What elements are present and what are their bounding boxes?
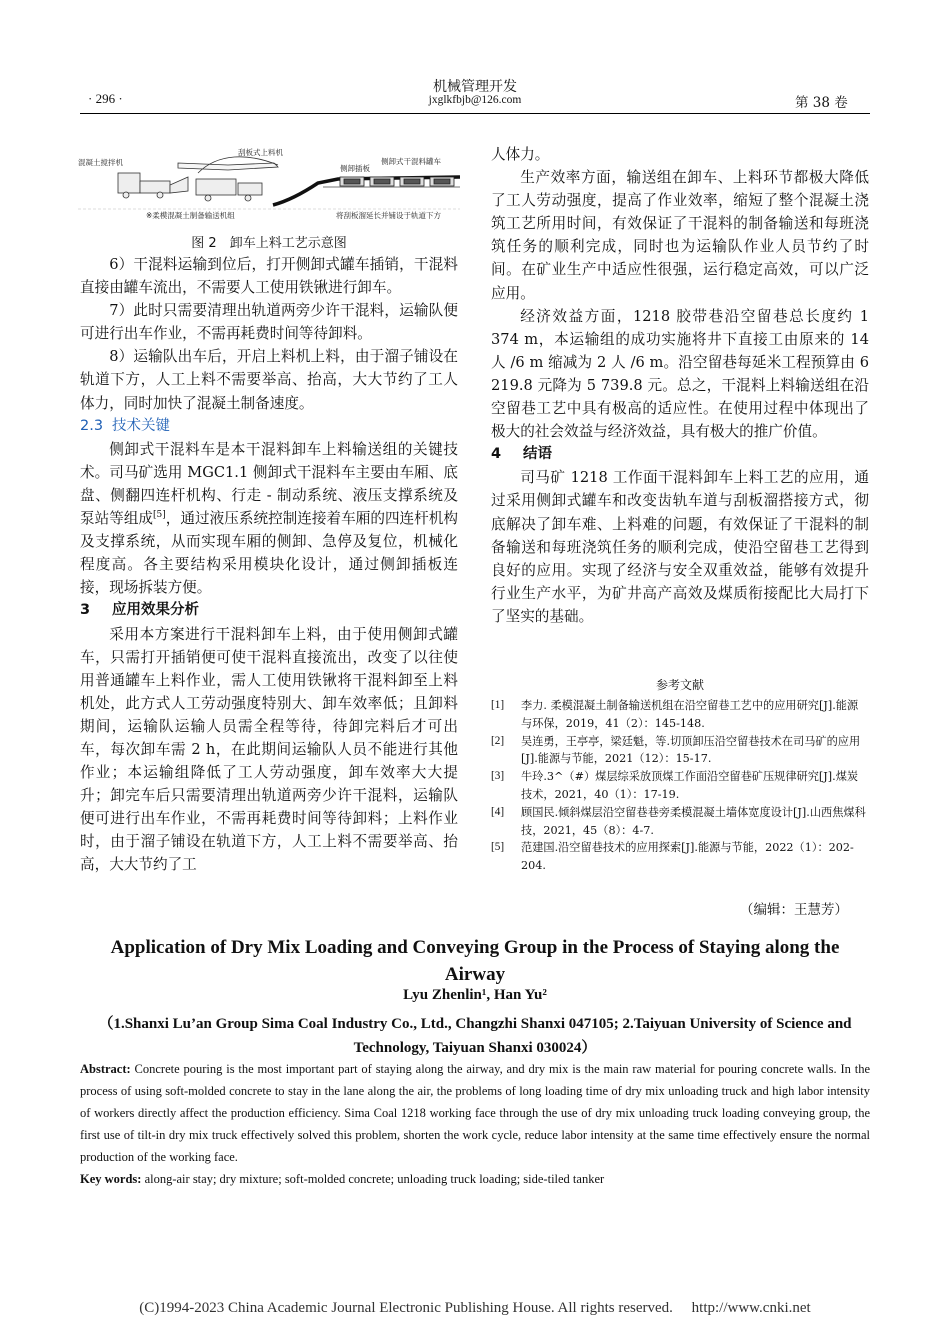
fig-label-gate: 侧卸插板 [340, 164, 370, 173]
references-list [491, 697, 869, 875]
fig-label-mixer: 混凝土搅拌机 [78, 158, 123, 167]
paragraph-step-6: 6）干混料运输到位后，打开侧卸式罐车插销，干混料直接由罐车流出，不需要人工使用铁锹进行卸车。 [80, 256, 458, 297]
volume-label: 第 38 卷 [795, 95, 848, 111]
abstract-label: Abstract: [80, 1062, 131, 1076]
copyright-footer: (C)1994-2023 China Academic Journal Electronic Publishing House. All rights reserved. http://www.cnki.net [139, 1300, 811, 1316]
paragraph-tech-key: 侧卸式干混料车是本干混料卸车上料输送组的关键技术。司马矿选用 MGC1.1 侧卸式干混料车主要由车厢、底盘、侧翻四连杆机构、行走 - 制动系统、液压支撑系统及泵站等组成[5]，通过液压系统控制连接着车厢的四连杆机构及支撑系统，从而实现车厢的侧卸、急停及复位，机械化程度高。各主要结构采用模块化设计，通过侧卸插板连接，现场拆装方便。 [80, 440, 458, 597]
english-title: Application of Dry Mix Loading and Conveying Group in the Process of Staying along the Airway [110, 937, 840, 985]
right-column [491, 143, 869, 628]
fig-label-trough: 将刮板溜延长并铺设于轨道下方 [336, 211, 441, 220]
english-authors: Lyu Zhenlin¹, Han Yu² [403, 987, 547, 1003]
english-affiliation: （1.Shanxi Lu’an Group Sima Coal Industry Co., Ltd., Changzhi Shanxi 047105; 2.Taiyuan University of Science and Technology, Taiyuan Shanxi 030024） [98, 1016, 852, 1056]
reference-item: [5] 范建国.沿空留巷技术的应用探索[J].能源与节能，2022（1）：202-204. [491, 841, 854, 873]
section-heading-3: 3 应用效果分析 [80, 602, 199, 619]
header-rule [80, 113, 870, 114]
fig-label-tanker: 侧卸式干混料罐车 [381, 157, 441, 166]
references-title: 参考文献 [655, 678, 704, 692]
reference-item: [2] 吴连勇，王亭亭，梁廷魁，等.切顶卸压沿空留巷技术在司马矿的应用[J].能源与节能，2021（12）：15-17. [491, 734, 861, 766]
left-column [80, 253, 458, 877]
english-abstract: Abstract: Concrete pouring is the most important part of staying along the airway, and dry mix is the main raw material for pouring concrete walls. In the process of using soft-molded concrete to stay in the lane along the air, the problems of long loading time of dry mix unloading truck and high labor intensity of workers directly affect the production efficiency. Sima Coal 1218 working face through the use of dry mix unloading truck loading conveying group, the first use of tilt-in dry mix truck effectively solved this problem, shorten the work cycle, reduce labor intensity at the same time effectively ensure the normal production of the working face. [80, 1062, 871, 1165]
keywords-label: Key words: [80, 1172, 142, 1186]
editor-note: （编辑：王慧芳） [740, 902, 848, 918]
english-keywords: Key words: along-air stay; dry mixture; soft-molded concrete; unloading truck loading; side-tiled tanker [80, 1172, 605, 1186]
unloading-process-figure [78, 143, 460, 233]
paragraph-continued: 人体力。 [491, 146, 550, 163]
paragraph-step-7: 7）此时只需要清理出轨道两旁少许干混料，运输队便可进行出车作业，不需再耗费时间等待卸料。 [80, 302, 458, 343]
paragraph-effect-analysis: 采用本方案进行干混料卸车上料，由于使用侧卸式罐车，只需打开插销便可使干混料直接流出，改变了以往使用普通罐车上料作业，需人工使用铁锹将干混料卸至上料机处，此方式人工劳动强度特别大、卸车效率低；且卸料期间，运输队运输人员需全程等待，待卸完料后才可出车，每次卸车需 2 h，在此期间运输队人员不能进行其他作业；本运输组降低了工人劳动强度，卸车效率大大提升；卸完车后只需要清理出轨道两旁少许干混料，运输队便可进行出车作业，不需再耗费时间等待卸料；上料作业时，由于溜子铺设在轨道下方，人工上料不需要举高、抬高，大大节约了工 [80, 625, 458, 874]
section-heading-2-3: 2.3 技术关键 [80, 417, 170, 434]
reference-item: [3] 牛玲.3^（#）煤层综采放顶煤工作面沿空留巷矿压规律研究[J].煤炭技术，2021，40（1）：17-19. [491, 770, 859, 801]
page-number: · 296 · [88, 91, 123, 106]
journal-email: jxglkfbjb@126.com [428, 94, 522, 106]
mixer-machine [118, 173, 188, 198]
section-heading-4: 4 结语 [491, 446, 552, 463]
conveyor-machine [178, 157, 278, 201]
citation-5: [5] [153, 510, 166, 521]
paragraph-conclusion: 司马矿 1218 工作面干混料卸车上料工艺的应用，通过采用侧卸式罐车和改变齿轨车道与刮板溜搭接方式，彻底解决了卸车难、上料难的问题，有效保证了干混料的制备输送和每班浇筑任务的顺利完成，使沿空留巷工艺得到良好的应用。实现了经济与安全双重效益，能够有效提升行业生产水平，为矿井高产高效及煤质衔接配比大局打下了坚实的基础。 [491, 469, 869, 625]
fig-label-scraper: 刮板式上料机 [238, 148, 283, 157]
paragraph-step-8: 8）运输队出车后，开启上料机上料，由于溜子铺设在轨道下方，人工上料不需要举高、抬高，大大节约了工人体力，同时加快了混凝土制备速度。 [80, 348, 458, 412]
paragraph-economics: 经济效益方面，1218 胶带巷沿空留巷总长度约 1 374 m，本运输组的成功实施将井下直接工由原来的 14 人 /6 m 缩减为 2 人 /6 m。沿空留巷每延米工程预算由 6 219.8 元降为 5 739.8 元。总之，干混料上料输送组在沿空留巷工艺中具有极高的适应性。在使用过程中体现出了极大的社会效益与经济效益，具有极大的推广价值。 [491, 307, 869, 441]
fig-label-conveyor: ※柔模混凝土制备输送机组 [146, 211, 235, 220]
reference-item: [1] 李力. 柔模混凝土制备输送机组在沿空留巷工艺中的应用研究[J].能源与环保，2019，41（2）：145-148. [491, 699, 859, 730]
journal-title: 机械管理开发 [433, 79, 517, 95]
figure-caption: 图 2 卸车上料工艺示意图 [191, 236, 347, 251]
paragraph-efficiency: 生产效率方面，输送组在卸车、上料环节都极大降低了工人劳动强度，提高了作业效率，缩短了整个混凝土浇筑工艺所用时间，有效保证了干混料的制备输送和每班浇筑任务的顺利完成，同时也为运输队作业人员节约了时间。在矿业生产中适应性很强，运行稳定高效，可以广泛应用。 [491, 169, 869, 302]
reference-item: [4] 顾国民.倾斜煤层沿空留巷巷旁柔模混凝土墙体宽度设计[J].山西焦煤科技，2021，45（8）：4-7. [491, 805, 866, 837]
